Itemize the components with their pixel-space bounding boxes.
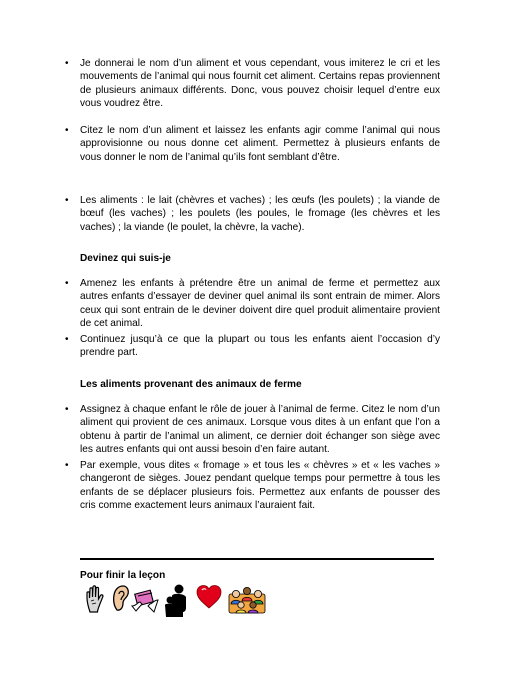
bullet-dot: •: [65, 334, 69, 345]
bullet-item: [65, 124, 440, 164]
bullet-dot: •: [65, 58, 69, 69]
bullet-text: Les aliments : le lait (chèvres et vaches) ; les œufs (les poulets) ; la viande de bœuf (les vaches) ; les poulets (les poules, le fromage (les chèvres et les vaches) ; la viande (le poulet, la chèvre, la vache).: [80, 195, 440, 233]
bullet-text: Je donnerai le nom d’un aliment et vous cependant, vous imiterez le cri et les mouvements de l’animal qui nous fournit cet aliment. Certains repas proviennent de plusieurs animaux différents. Donc, vous pouvez choisir lequel d’entre eux vous voudrez être.: [80, 58, 440, 109]
hug-icon: [162, 584, 190, 618]
bullet-text: Citez le nom d’un aliment et laissez les enfants agir comme l’animal qui nous approvisionne ou nous donne cet aliment. Permettez à plusieurs enfants de vous donner le nom de l’animal qu’ils font semblant d’être.: [80, 125, 440, 163]
bullet-text: Continuez jusqu’à ce que la plupart ou tous les enfants aient l’occasion d’y prendre part.: [80, 334, 440, 359]
gift-icon: [130, 584, 160, 614]
children-group-icon: [228, 584, 266, 614]
section-heading-foods: Les aliments provenant des animaux de ferme: [80, 379, 302, 390]
bullet-item: [65, 333, 440, 360]
bullet-text: Amenez les enfants à prétendre être un animal de ferme et permettez aux autres enfants d’essayer de deviner quel animal ils sont entrain de mimer. Alors ceux qui sont entrain de le deviner doivent dire quel produit alimentaire provient de cet animal.: [80, 278, 440, 329]
bullet-dot: •: [65, 125, 69, 136]
bullet-item: [65, 194, 440, 234]
bullet-dot: •: [65, 278, 69, 289]
bullet-dot: •: [65, 460, 69, 471]
bullet-text: Par exemple, vous dites « fromage » et tous les « chèvres » et « les vaches » changeront de sièges. Jouez pendant quelque temps pour permettre à tous les enfants de se déplacer plusieurs fois. Permettez aux enfants de pousser des cris comme exactement leurs animaux l’auraient fait.: [80, 460, 440, 511]
bullet-item: [65, 57, 440, 110]
horizontal-rule: [80, 558, 434, 560]
heart-icon: [196, 584, 222, 610]
bullet-item: [65, 403, 440, 456]
section-heading-guess: Devinez qui suis-je: [80, 253, 171, 264]
bullet-item: [65, 277, 440, 330]
bullet-dot: •: [65, 195, 69, 206]
bullet-item: [65, 459, 440, 512]
bullet-dot: •: [65, 404, 69, 415]
hand-icon: [84, 584, 108, 614]
bullet-text: Assignez à chaque enfant le rôle de jouer à l’animal de ferme. Citez le nom d’un aliment qui provient de ces animaux. Lorsque vous dites à un enfant que l’on a obtenu à partir de l’animal un aliment, ce dernier doit échanger son siège avec les autres enfants qui ont aussi besoin d’en faire autant.: [80, 404, 440, 455]
section-heading-closing: Pour finir la leçon: [80, 570, 166, 581]
ear-icon: [112, 584, 130, 614]
